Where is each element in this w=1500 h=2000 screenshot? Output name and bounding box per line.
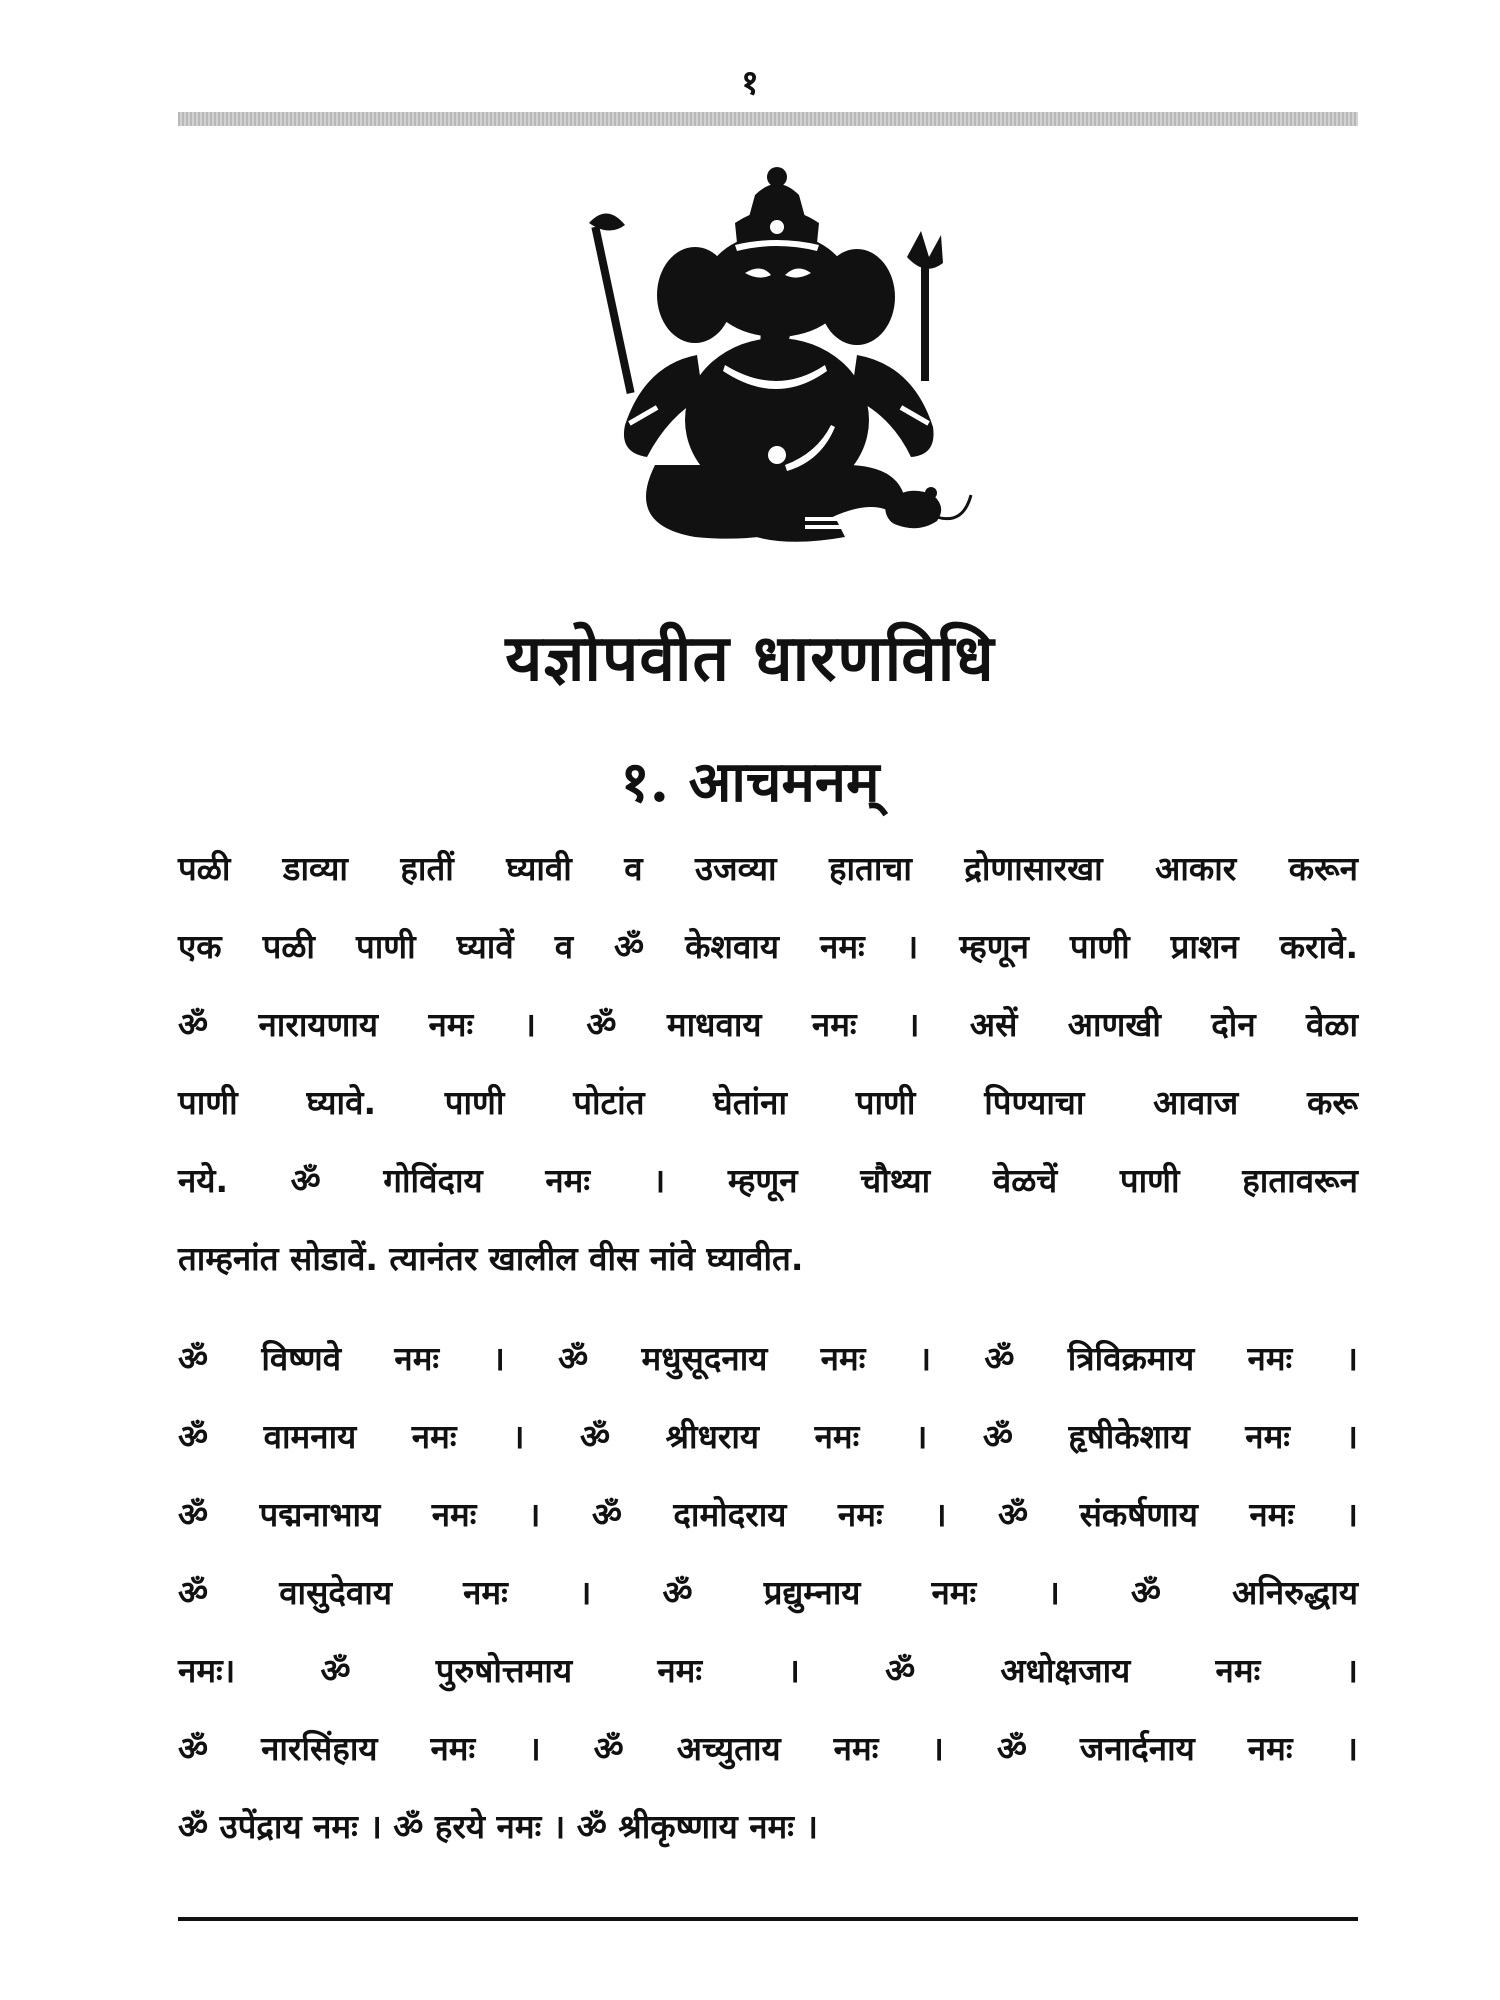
section-heading: १. आचमनम् (620, 749, 880, 815)
mantra-line: ॐ पद्मनाभाय नमः । ॐ दामोदराय नमः । ॐ संकर्षणाय नमः । (178, 1495, 1358, 1534)
mantra-line: नमः। ॐ पुरुषोत्तमाय नमः । ॐ अधोक्षजाय नमः । (178, 1651, 1358, 1690)
paragraph-line: ॐ नारायणाय नमः । ॐ माधवाय नमः । असें आणखी दोन वेळा (178, 1005, 1358, 1044)
page-number: १ (741, 63, 759, 103)
page-title: यज्ञोपवीत धारणविधि (505, 621, 995, 696)
paragraph-line: पळी डाव्या हातीं घ्यावी व उजव्या हाताचा द्रोणासारखा आकार करून (178, 849, 1358, 888)
ganesha-icon (585, 165, 975, 565)
paragraph-line: नये. ॐ गोविंदाय नमः । म्हणून चौथ्या वेळचें पाणी हातावरून (178, 1161, 1358, 1200)
top-rule (178, 112, 1358, 126)
mantra-line: ॐ वासुदेवाय नमः । ॐ प्रद्युम्नाय नमः । ॐ अनिरुद्धाय (178, 1573, 1358, 1612)
mantra-line: ॐ विष्णवे नमः । ॐ मधुसूदनाय नमः । ॐ त्रिविक्रमाय नमः । (178, 1339, 1358, 1378)
paragraph-line: एक पळी पाणी घ्यावें व ॐ केशवाय नमः । म्हणून पाणी प्राशन करावे. (178, 927, 1358, 966)
paragraph-line: पाणी घ्यावे. पाणी पोटांत घेतांना पाणी पिण्याचा आवाज करू (178, 1083, 1358, 1122)
mantra-list (178, 1320, 1358, 1866)
bottom-rule (178, 1917, 1358, 1921)
mantra-line: ॐ उपेंद्राय नमः । ॐ हरये नमः । ॐ श्रीकृष्णाय नमः । (178, 1807, 818, 1846)
mantra-line: ॐ नारसिंहाय नमः । ॐ अच्युताय नमः । ॐ जनार्दनाय नमः । (178, 1729, 1358, 1768)
mantra-line: ॐ वामनाय नमः । ॐ श्रीधराय नमः । ॐ हृषीकेशाय नमः । (178, 1417, 1358, 1456)
instructions-paragraph (178, 830, 1358, 1298)
paragraph-line: ताम्हनांत सोडावें. त्यानंतर खालील वीस नांवे घ्यावीत. (178, 1239, 804, 1278)
